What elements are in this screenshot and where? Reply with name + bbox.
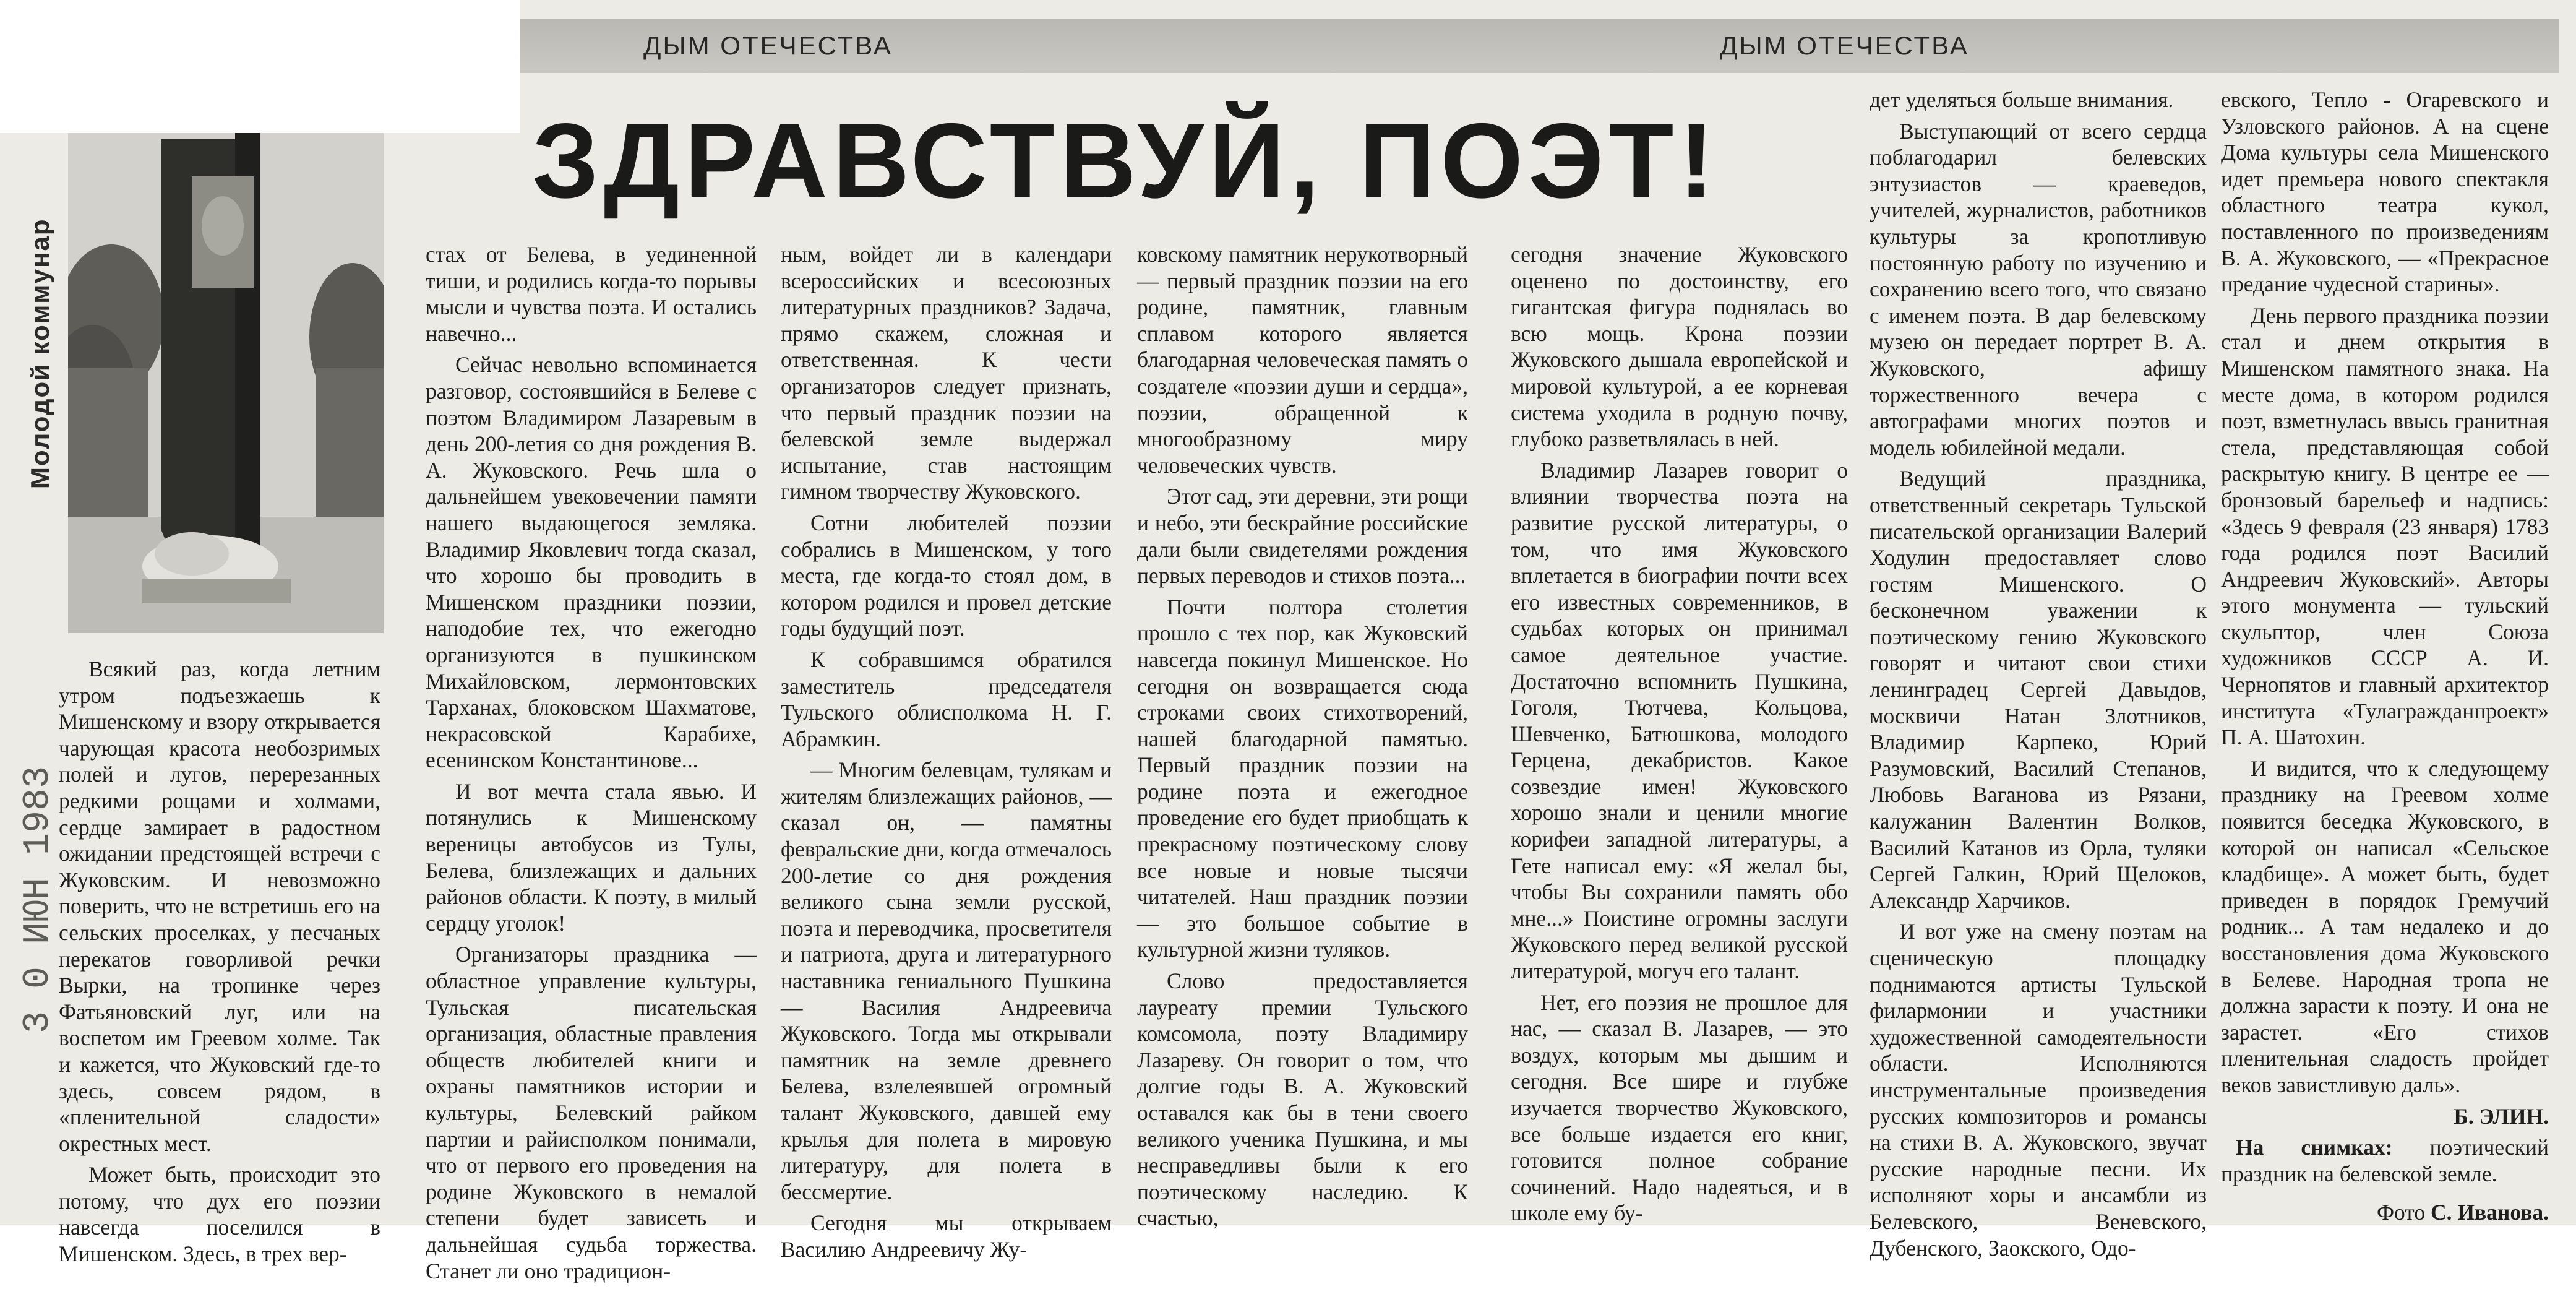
photo-credit-prefix: Фото <box>2376 1200 2426 1225</box>
paragraph: Сейчас невольно вспоминается разговор, состоявшийся в Белеве с поэтом Владимиром Лазаревым в день 200-летия со дня рождения В. А. Жуковского. Речь шла о дальнейшем увековечении памяти нашего выдающегося земляка. Владимир Яковлевич тогда сказал, что хорошо бы проводить в Мишенском праздники поэзии, наподобие тех, что ежегодно организуются в пушкинском Михайловском, лермонтовских Тарханах, блоковском Шахматове, некрасовской Карабихе, есенинском Константинове... <box>426 352 757 773</box>
rubric-right: ДЫМ ОТЕЧЕСТВА <box>1720 31 1969 60</box>
paragraph: День первого праздника поэзии стал и днем открытия в Мишенском памятного знака. На месте дома, в котором родился поэт, взметнулась ввысь гранитная стела, представляющая собой раскрытую книгу. В центре ее — бронзовый барельеф и надпись: «Здесь 9 февраля (23 января) 1783 года родился поэт Василий Андреевич Жуковский». Авторы этого монумента — тульский скульптор, член Союза художников СССР А. И. Чернопятов и главный архитектор института «Тулагражданпроект» П. А. Шатохин. <box>2221 303 2549 750</box>
rubric-band <box>520 19 2559 73</box>
headline: ЗДРАВСТВУЙ, ПОЭТ! <box>532 101 1719 220</box>
date-stamp: 3 0 ИЮН 1983 <box>17 765 59 1033</box>
paragraph: Сотни любителей поэзии собрались в Мишенском, у того места, где когда-то стоял дом, в котором родился и провел детские годы будущий поэт. <box>781 510 1112 641</box>
paragraph: ным, войдет ли в календари всероссийских и всесоюзных литературных праздников? Задача, прямо скажем, сложная и ответственная. К чести организаторов следует признать, что первый праздник поэзии на белевской земле выдержал испытание, став настоящим гимном творчеству Жуковского. <box>781 242 1112 504</box>
paragraph: — Многим белевцам, тулякам и жителям близлежащих районов, — сказал он, — памятны февральские дни, когда отмечалось 200-летие со дня рождения великого сына земли русской, поэта и переводчика, просветителя и патриота, друга и литературного наставника гениального Пушкина — Василия Андреевича Жуковского. Тогда мы открывали памятник на земле древнего Белева, взлелеявшей огромный талант Жуковского, давшей ему крылья для полета в мировую литературу, для полета в бессмертие. <box>781 757 1112 1204</box>
missing-corner <box>0 0 520 133</box>
article-column-2 <box>426 241 757 1289</box>
paragraph: Всякий раз, когда летним утром подъезжаешь к Мишенскому и взору открывается чарующая красота необозримых полей и лугов, перерезанных редкими рощами и холмами, сердце замирает в радостном ожидании предстоящей встречи с Жуковским. И невозможно поверить, что не встретишь его на сельских проселках, у песчаных перекатов говорливой речки Вырки, на тропинке через Фатьяновский луг, или на воспетом им Греевом холме. Так и кажется, что Жуковский где-то здесь, совсем рядом, в «пленительной сладости» окрестных мест. <box>59 657 380 1156</box>
paragraph: И вот уже на смену поэтам на сценическую площадку поднимаются артисты Тульской филармонии и участники художественной самодеятельности области. Исполняются инструментальные произведения русских композиторов и романсы на стихи В. А. Жуковского, звучат русские народные песни. Их исполняют хоры и ансамбли из Белевского, Веневского, Дубенского, Заокского, Одо- <box>1870 919 2207 1261</box>
photo-credit <box>2221 1199 2549 1226</box>
article-column-6 <box>1870 87 2207 1266</box>
paragraph: Нет, его поэзия не прошлое для нас, — сказал В. Лазарев, — это воздух, которым мы дышим и сегодня. Все шире и глубже изучается творчество Жуковского, все больше издается его книг, готовится полное собрание сочинений. Надо надеяться, и в школе ему бу- <box>1511 989 1848 1226</box>
paragraph: евского, Тепло - Огаревского и Узловского районов. А на сцене Дома культуры села Мишенского идет премьера нового спектакля областного театра кукол, поставленного по произведениям В. А. Жуковского, — «Прекрасное предание чудесной старины». <box>2221 87 2549 297</box>
photo-credit-name: С. Иванова. <box>2430 1200 2549 1225</box>
caption-text: поэтический праздник на белевской земле. <box>2221 1135 2549 1186</box>
article-column-1 <box>59 656 380 1272</box>
paragraph: Ведущий праздника, ответственный секретарь Тульской писательской организации Валерий Ходулин предоставляет слово гостям Мишенского. О бесконечном уважении к поэтическому гению Жуковского говорят и читают свои стихи ленинградец Сергей Давыдов, москвичи Натан Злотников, Владимир Карпеко, Юрий Разумовский, Василий Степанов, Любовь Ваганова из Рязани, калужанин Валентин Волков, Василий Катанов из Орла, туляки Сергей Галкин, Юрий Щелоков, Александр Харчиков. <box>1870 466 2207 913</box>
paragraph: Может быть, происходит это потому, что дух его поэзии навсегда поселился в Мишенском. Здесь, в трех вер- <box>59 1162 380 1267</box>
paragraph: К собравшимся обратился заместитель председателя Тульского облисполкома Н. Г. Абрамкин. <box>781 647 1112 751</box>
paragraph: Выступающий от всего сердца поблагодарил белевских энтузиастов — краеведов, учителей, журналистов, работников культуры за кропотливую постоянную работу по изучению и сохранению всего того, что связано с именем поэта. В дар белевскому музею он передает портрет В. А. Жуковского, афишу торжественного вечера с автографами многих поэтов и модель юбилейной медали. <box>1870 118 2207 460</box>
article-column-4 <box>1137 241 1468 1236</box>
author-signature: Б. ЭЛИН. <box>2454 1103 2549 1129</box>
paragraph: Владимир Лазарев говорит о влиянии творчества поэта на развитие русской литературы, о том, что имя Жуковского вплетается в биографии почти всех его известных современников, в судьбах которых он принимал самое деятельное участие. Достаточно вспомнить Пушкина, Гоголя, Тютчева, Кольцова, Шевченко, Батюшкова, молодого Герцена, декабристов. Какое созвездие имен! Жуковского хорошо знали и ценили многие корифеи западной литературы, а Гете написал ему: «Я желал бы, чтобы Вы сохранили память обо мне...» Поистине огромны заслуги Жуковского перед великой русской литературой, могуч его талант. <box>1511 457 1848 984</box>
rubric-left: ДЫМ ОТЕЧЕСТВА <box>643 31 893 60</box>
article-column-5 <box>1511 241 1848 1231</box>
paragraph: Сегодня мы открываем Василию Андреевичу Жу- <box>781 1210 1112 1262</box>
paragraph: сегодня значение Жуковского оценено по достоинству, его гигантская фигура поднялась во всю мощь. Крона поэзии Жуковского дышала европейской и мировой культурой, а ее корневая система уходила в родную почву, глубоко разветвлялась в ней. <box>1511 242 1848 452</box>
paragraph: И видится, что к следующему празднику на Греевом холме появится беседка Жуковского, в которой он написал «Сельское кладбище». А может быть, будет приведен в порядок Гремучий родник... А там недалеко и до восстановления дома Жуковского в Белеве. Народная тропа не должна зарасти к поэту. И она не зарастет. «Его стихов пленительная сладость пройдет веков завистливую даль». <box>2221 756 2549 1097</box>
caption-label: На снимках: <box>2236 1135 2393 1160</box>
paragraph: Этот сад, эти деревни, эти рощи и небо, эти бескрайние российские дали были свидетелями рождения первых переводов и стихов поэта... <box>1137 484 1468 588</box>
article-column-3 <box>781 241 1112 1268</box>
paragraph: Слово предоставляется лауреату премии Тульского комсомола, поэту Владимиру Лазареву. Он говорит о том, что долгие годы В. А. Жуковский оставался как бы в тени своего великого ученика Пушкина, и мы несправедливы были к его поэтическому наследию. К счастью, <box>1137 968 1468 1231</box>
paragraph: ковскому памятник нерукотворный — первый праздник поэзии на его родине, памятник, главным сплавом которого является благодарная человеческая память о создателе «поэзии души и сердца», поэзии, обращенной к многообразному миру человеческих чувств. <box>1137 242 1468 478</box>
newspaper-name-vertical: Молодой коммунар <box>25 218 54 489</box>
paragraph: дет уделяться больше внимания. <box>1870 87 2174 112</box>
paragraph: стах от Белева, в уединенной тиши, и родились когда-то порывы мысли и чувства поэта. И остались навечно... <box>426 242 757 346</box>
paragraph: Почти полтора столетия прошло с тех пор, как Жуковский навсегда покинул Мишенское. Но сегодня он возвращается сюда строками своих стихотворений, нашей благодарной памятью. Первый праздник поэзии на родине поэта и ежегодное проведение его будет приобщать к прекрасному поэтическому слову все новые и новые тысячи читателей. Наш праздник поэзии — это большое событие в культурной жизни туляков. <box>1137 594 1468 962</box>
paragraph: Организаторы праздника — областное управление культуры, Тульская писательская организация, областные правления обществ любителей книги и охраны памятников истории и культуры, Белевский райком партии и райисполком понимали, что от первого его проведения на родине Жуковского в немалой степени будет зависеть и дальнейшая судьба торжества. Станет ли оно традицион- <box>426 942 757 1283</box>
monument-photo-illustration <box>68 133 384 633</box>
photo-caption <box>2221 1134 2549 1187</box>
monument-photo <box>68 133 384 633</box>
article-column-7 <box>2221 87 2549 1231</box>
paragraph: И вот мечта стала явью. И потянулись к Мишенскому вереницы автобусов из Тулы, Белева, близлежащих и дальних районов области. К поэту, в милый сердцу уголок! <box>426 778 757 936</box>
